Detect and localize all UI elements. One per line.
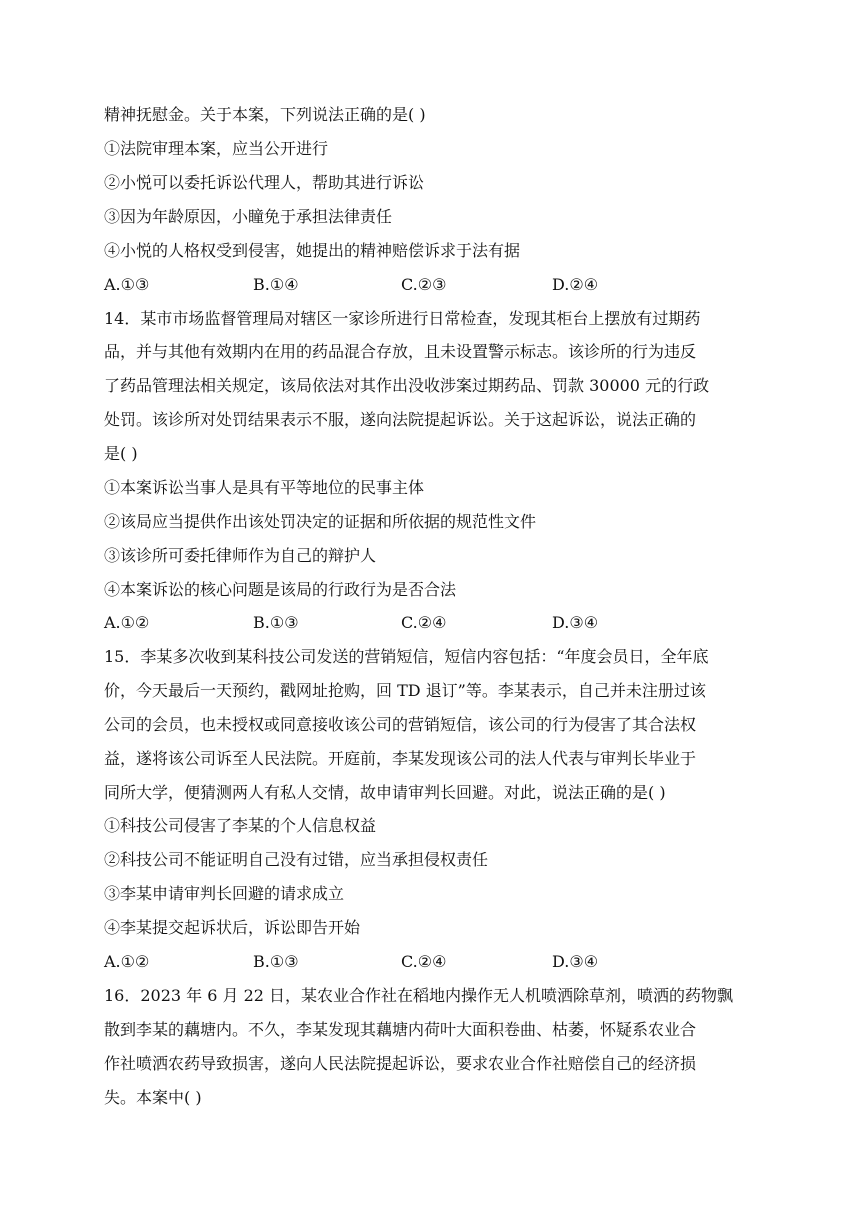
question-14-statement-4: ④本案诉讼的核心问题是该局的行政行为是否合法: [104, 580, 457, 599]
question-14-statement-3: ③该诊所可委托律师作为自己的辩护人: [104, 546, 377, 565]
question-14-stem-line: 了药品管理法相关规定，该局依法对其作出没收涉案过期药品、罚款 30000 元的行政: [104, 376, 710, 395]
question-15-stem-line: 同所大学，便猜测两人有私人交情，故申请审判长回避。对此，说法正确的是( ): [104, 783, 666, 802]
question-13-stem: 精神抚慰金。关于本案，下列说法正确的是( ): [104, 105, 426, 124]
option-c: C.②④: [401, 613, 447, 632]
question-14-stem-line: 品，并与其他有效期内在用的药品混合存放，且未设置警示标志。该诊所的行为违反: [104, 342, 697, 361]
option-b: B.①③: [253, 613, 299, 632]
option-a: A.①②: [104, 952, 150, 971]
question-15-statement-4: ④李某提交起诉状后，诉讼即告开始: [104, 918, 361, 937]
option-a: A.①②: [104, 613, 150, 632]
question-13-statement-3: ③因为年龄原因，小瞳免于承担法律责任: [104, 207, 393, 226]
option-d: D.③④: [552, 952, 599, 971]
question-15-options: [104, 952, 764, 972]
question-13-options: [104, 275, 764, 295]
option-c: C.②④: [401, 952, 447, 971]
option-d: D.②④: [552, 275, 599, 294]
question-15-stem-line: 价，今天最后一天预约，戳网址抢购，回 TD 退订”等。李某表示，自己并未注册过该: [104, 681, 706, 700]
question-15-stem-line: 15．李某多次收到某科技公司发送的营销短信，短信内容包括：“年度会员日，全年底: [104, 647, 709, 666]
question-13-statement-2: ②小悦可以委托诉讼代理人，帮助其进行诉讼: [104, 173, 425, 192]
question-15-statement-2: ②科技公司不能证明自己没有过错，应当承担侵权责任: [104, 850, 489, 869]
option-b: B.①③: [253, 952, 299, 971]
question-15-stem-line: 公司的会员，也未授权或同意接收该公司的营销短信，该公司的行为侵害了其合法权: [104, 715, 697, 734]
option-c: C.②③: [401, 275, 447, 294]
question-14-stem-line: 处罚。该诊所对处罚结果表示不服，遂向法院提起诉讼。关于这起诉讼，说法正确的: [104, 410, 697, 429]
question-14-statement-2: ②该局应当提供作出该处罚决定的证据和所依据的规范性文件: [104, 512, 537, 531]
option-b: B.①④: [253, 275, 299, 294]
question-15-statement-1: ①科技公司侵害了李某的个人信息权益: [104, 816, 377, 835]
question-14-options: [104, 613, 764, 633]
question-16-stem-line: 散到李某的藕塘内。不久，李某发现其藕塘内荷叶大面积卷曲、枯萎，怀疑系农业合: [104, 1020, 697, 1039]
question-14-stem-line: 是( ): [104, 444, 138, 463]
question-16-stem-line: 作社喷洒农药导致损害，遂向人民法院提起诉讼，要求农业合作社赔偿自己的经济损: [104, 1054, 697, 1073]
question-14-statement-1: ①本案诉讼当事人是具有平等地位的民事主体: [104, 478, 425, 497]
question-15-statement-3: ③李某申请审判长回避的请求成立: [104, 884, 345, 903]
question-16-stem-line: 16．2023 年 6 月 22 日，某农业合作社在稻地内操作无人机喷洒除草剂，喷洒的药物飘: [104, 986, 734, 1005]
question-14-stem-line: 14．某市市场监督管理局对辖区一家诊所进行日常检查，发现其柜台上摆放有过期药: [104, 309, 701, 328]
option-d: D.③④: [552, 613, 599, 632]
option-a: A.①③: [104, 275, 150, 294]
question-16-stem-line: 失。本案中( ): [104, 1088, 202, 1107]
question-15-stem-line: 益，遂将该公司诉至人民法院。开庭前，李某发现该公司的法人代表与审判长毕业于: [104, 749, 697, 768]
question-13-statement-1: ①法院审理本案，应当公开进行: [104, 139, 329, 158]
question-13-statement-4: ④小悦的人格权受到侵害，她提出的精神赔偿诉求于法有据: [104, 241, 521, 260]
